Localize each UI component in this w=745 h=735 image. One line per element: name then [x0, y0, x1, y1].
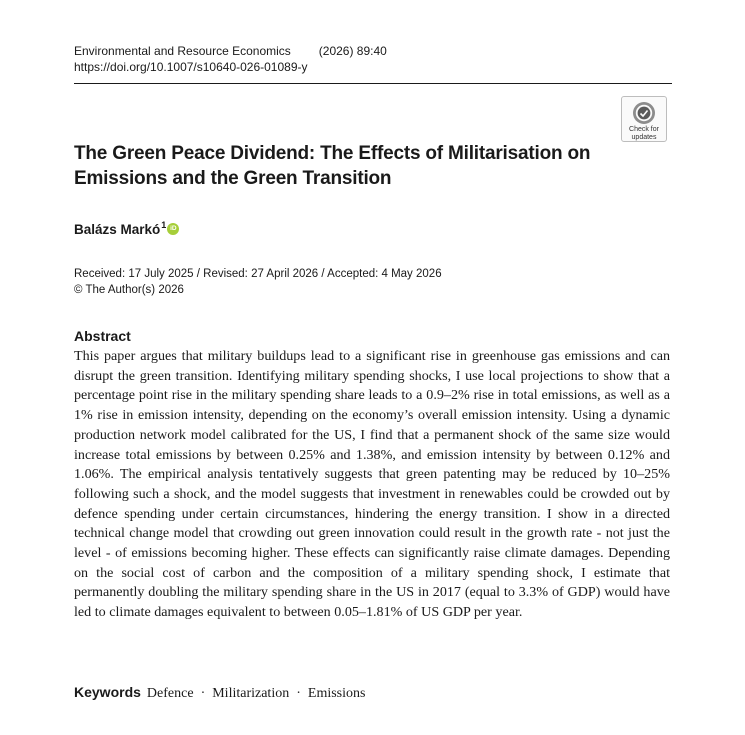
article-history: Received: 17 July 2025 / Revised: 27 April 2026 / Accepted: 4 May 2026	[74, 268, 442, 280]
author-name[interactable]: Balázs Markó	[74, 222, 161, 237]
orcid-label: iD	[170, 225, 177, 232]
affiliation-mark[interactable]: 1	[161, 220, 167, 230]
keyword-separator: ·	[296, 686, 301, 701]
check-for-updates-icon	[632, 101, 656, 125]
keywords-heading: Keywords	[74, 684, 141, 700]
doi-link[interactable]: https://doi.org/10.1007/s10640-026-01089-y	[74, 60, 308, 74]
keyword-item: Emissions	[307, 686, 366, 701]
journal-name[interactable]: Environmental and Resource Economics	[74, 44, 291, 58]
journal-header	[74, 44, 387, 58]
badge-line-1: Check for	[629, 126, 659, 133]
orcid-icon[interactable]	[167, 223, 179, 235]
badge-line-2: updates	[631, 133, 657, 141]
author-line	[74, 220, 179, 237]
article-title: The Green Peace Dividend: The Effects of Militarisation on Emissions and the Green Transition	[74, 143, 591, 189]
keywords-line	[74, 684, 365, 702]
keyword-item: Defence	[146, 686, 194, 701]
copyright-notice: © The Author(s) 2026	[74, 284, 184, 296]
journal-citation: (2026) 89:40	[318, 44, 387, 58]
header-rule	[74, 83, 672, 84]
abstract-heading: Abstract	[74, 328, 131, 344]
keyword-item: Militarization	[212, 686, 290, 701]
keyword-separator: ·	[200, 686, 206, 701]
check-for-updates-badge[interactable]	[621, 96, 667, 142]
abstract-text: This paper argues that military buildups lead to a significant rise in greenhouse gas emissions and can disrupt the green transition. Identifying military spending shocks, I use local projections to show that a percentage point rise in the military spending share leads to a 0.9–2% rise in total emissions, as well as a 1% rise in emission intensity, depending on the economy’s overall emission intensity. Using a dynamic production network model calibrated for the US, I find that a permanent shock of the same size would increase total emissions by between 0.25% and 1.38%, and emission intensity by between 0.12% and 1.06%. The empirical analysis tentatively suggests that green patenting may be reduced by 10–25% following such a shock, and the model suggests that investment in renewables could be crowded out by defence spending under certain circumstances, hindering the energy transition. I show in a directed technical change model that crowding out green innovation could result in the growth rate - not just the level - of emissions becoming higher. These effects can significantly raise climate damages. Depending on the social cost of carbon and the composition of a military spending shock, I estimate that permanently doubling the military spending share in the US in 2017 (equal to 3.3% of GDP) would have led to climate damages equivalent to between 0.05–1.81% of US GDP per year.	[74, 348, 670, 621]
